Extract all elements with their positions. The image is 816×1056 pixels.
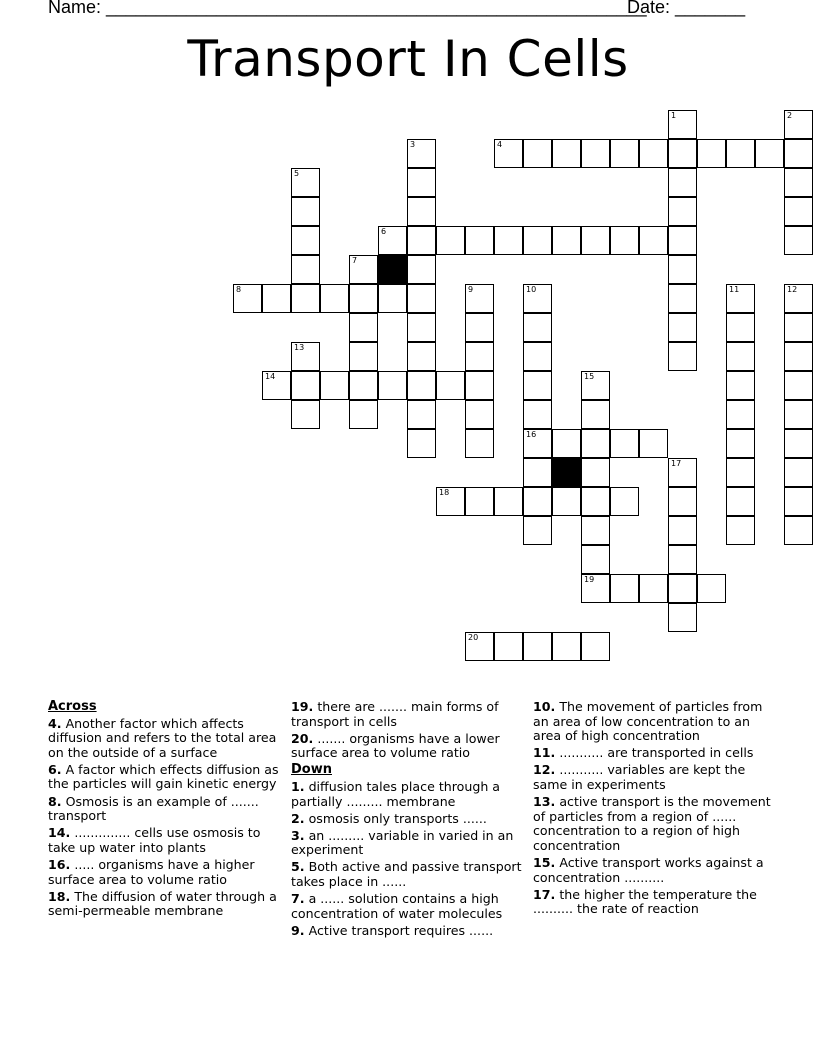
clue-number: 11.	[533, 745, 556, 761]
grid-cell[interactable]	[378, 371, 407, 400]
clue-item	[48, 717, 286, 761]
grid-cell[interactable]	[465, 342, 494, 371]
clue-number: 2	[787, 111, 793, 120]
grid-cell[interactable]	[668, 110, 697, 139]
clue-text: diffusion tales place through a partially ......... membrane	[291, 778, 501, 809]
grid-cell[interactable]	[407, 284, 436, 313]
clue-text: The movement of particles from an area of low concentration to an area of high concentration	[533, 699, 763, 744]
grid-cell[interactable]	[784, 487, 813, 516]
clue-item	[533, 856, 771, 885]
grid-cell[interactable]	[784, 400, 813, 429]
clue-number: 20.	[291, 730, 314, 746]
grid-cell[interactable]	[726, 139, 755, 168]
grid-cell[interactable]	[291, 255, 320, 284]
grid-cell[interactable]	[349, 400, 378, 429]
grid-cell[interactable]	[552, 139, 581, 168]
grid-cell[interactable]	[784, 110, 813, 139]
clue-text: Active transport requires ......	[304, 922, 494, 938]
grid-cell[interactable]	[552, 632, 581, 661]
grid-cell[interactable]	[523, 458, 552, 487]
grid-cell[interactable]	[349, 284, 378, 313]
clue-text: ..... organisms have a higher surface area to volume ratio	[48, 856, 255, 887]
clue-number: 17	[671, 459, 682, 468]
grid-cell[interactable]	[494, 226, 523, 255]
grid-cell[interactable]	[726, 371, 755, 400]
clue-item	[48, 890, 286, 919]
grid-cell[interactable]	[494, 487, 523, 516]
clue-text: .............. cells use osmosis to take up water into plants	[48, 825, 261, 855]
clue-text: Osmosis is an example of ....... transport	[48, 793, 259, 824]
clue-number: 12.	[533, 762, 556, 778]
grid-cell[interactable]	[726, 458, 755, 487]
clue-number: 9.	[291, 922, 305, 938]
clue-number: 19	[584, 575, 595, 584]
grid-cell[interactable]	[668, 168, 697, 197]
black-square	[552, 458, 581, 487]
grid-cell[interactable]	[581, 400, 610, 429]
grid-cell[interactable]	[407, 197, 436, 226]
clue-text: a ...... solution contains a high concentration of water molecules	[291, 891, 503, 921]
date-field-label: Date: _______	[627, 0, 746, 17]
clue-number: 10.	[533, 699, 556, 714]
grid-cell[interactable]	[291, 284, 320, 313]
clue-item	[48, 858, 286, 887]
clues-column-3	[533, 700, 771, 919]
grid-cell[interactable]	[407, 371, 436, 400]
grid-cell[interactable]	[668, 226, 697, 255]
grid-cell[interactable]	[755, 139, 784, 168]
grid-cell[interactable]	[465, 400, 494, 429]
clue-text: ........... are transported in cells	[555, 745, 754, 761]
clue-text: ........... variables are kept the same in experiments	[533, 762, 746, 792]
grid-cell[interactable]	[697, 574, 726, 603]
grid-cell[interactable]	[668, 603, 697, 632]
clue-number: 18.	[48, 888, 71, 904]
grid-cell[interactable]	[233, 284, 262, 313]
grid-cell[interactable]	[523, 487, 552, 516]
grid-cell[interactable]	[349, 371, 378, 400]
clue-number: 6.	[48, 761, 62, 777]
grid-cell[interactable]	[407, 429, 436, 458]
grid-cell[interactable]	[668, 458, 697, 487]
clue-number: 6	[381, 227, 387, 236]
grid-cell[interactable]	[726, 429, 755, 458]
grid-cell[interactable]	[581, 516, 610, 545]
grid-cell[interactable]	[668, 487, 697, 516]
grid-cell[interactable]	[784, 168, 813, 197]
grid-cell[interactable]	[610, 429, 639, 458]
clue-text: Active transport works against a concentration ..........	[533, 854, 764, 885]
grid-cell[interactable]	[639, 429, 668, 458]
clue-item	[48, 795, 286, 824]
clue-text: Another factor which affects diffusion and refers to the total area on the outside of a surface	[48, 715, 277, 760]
grid-cell[interactable]	[291, 226, 320, 255]
grid-cell[interactable]	[668, 255, 697, 284]
grid-cell[interactable]	[610, 139, 639, 168]
grid-cell[interactable]	[291, 168, 320, 197]
grid-cell[interactable]	[610, 487, 639, 516]
grid-cell[interactable]	[581, 371, 610, 400]
grid-cell[interactable]	[726, 342, 755, 371]
clue-number: 11	[729, 285, 740, 294]
clue-item	[48, 826, 286, 855]
grid-cell[interactable]	[523, 371, 552, 400]
clue-item	[291, 700, 529, 729]
grid-cell[interactable]	[581, 545, 610, 574]
grid-cell[interactable]	[378, 226, 407, 255]
grid-cell[interactable]	[552, 487, 581, 516]
grid-cell[interactable]	[523, 139, 552, 168]
grid-cell[interactable]	[465, 226, 494, 255]
grid-cell[interactable]	[407, 255, 436, 284]
grid-cell[interactable]	[407, 313, 436, 342]
grid-cell[interactable]	[523, 226, 552, 255]
across-heading: Across	[48, 699, 97, 714]
clue-item	[291, 924, 529, 939]
grid-cell[interactable]	[494, 632, 523, 661]
grid-cell[interactable]	[291, 371, 320, 400]
grid-cell[interactable]	[349, 255, 378, 284]
grid-cell[interactable]	[581, 574, 610, 603]
grid-cell[interactable]	[668, 574, 697, 603]
grid-cell[interactable]	[465, 632, 494, 661]
clue-number: 2.	[291, 810, 305, 826]
clue-number: 1.	[291, 778, 305, 794]
clue-number: 9	[468, 285, 474, 294]
grid-cell[interactable]	[407, 168, 436, 197]
clue-item	[291, 860, 529, 889]
clue-text: active transport is the movement of particles from a region of ...... concentration to a region of high concentration	[533, 794, 771, 853]
grid-cell[interactable]	[784, 458, 813, 487]
grid-cell[interactable]	[378, 284, 407, 313]
grid-cell[interactable]	[465, 313, 494, 342]
grid-cell[interactable]	[523, 400, 552, 429]
clue-item	[533, 700, 771, 744]
clue-number: 4	[497, 140, 503, 149]
clue-number: 10	[526, 285, 537, 294]
clue-item	[291, 780, 529, 809]
grid-cell[interactable]	[639, 139, 668, 168]
grid-cell[interactable]	[610, 226, 639, 255]
clue-number: 16	[526, 430, 537, 439]
grid-cell[interactable]	[784, 139, 813, 168]
clue-item	[291, 812, 529, 827]
clue-number: 3	[410, 140, 416, 149]
black-square	[378, 255, 407, 284]
grid-cell[interactable]	[784, 313, 813, 342]
clue-number: 8	[236, 285, 242, 294]
grid-cell[interactable]	[523, 632, 552, 661]
clue-number: 13	[294, 343, 305, 352]
name-field-label: Name: ______________________________________________________	[48, 0, 647, 17]
grid-cell[interactable]	[784, 197, 813, 226]
grid-cell[interactable]	[349, 342, 378, 371]
grid-cell[interactable]	[465, 371, 494, 400]
grid-cell[interactable]	[407, 342, 436, 371]
down-heading: Down	[291, 762, 332, 778]
grid-cell[interactable]	[668, 139, 697, 168]
grid-cell[interactable]	[581, 487, 610, 516]
grid-cell[interactable]	[726, 400, 755, 429]
grid-cell[interactable]	[581, 139, 610, 168]
grid-cell[interactable]	[697, 139, 726, 168]
grid-cell[interactable]	[726, 313, 755, 342]
grid-cell[interactable]	[523, 429, 552, 458]
clue-item	[533, 763, 771, 792]
grid-cell[interactable]	[610, 574, 639, 603]
grid-cell[interactable]	[784, 371, 813, 400]
clue-number: 13.	[533, 794, 556, 810]
grid-cell[interactable]	[407, 400, 436, 429]
grid-cell[interactable]	[291, 400, 320, 429]
clue-number: 8.	[48, 793, 62, 809]
grid-cell[interactable]	[639, 226, 668, 255]
clues-column-2	[291, 700, 529, 941]
grid-cell[interactable]	[726, 284, 755, 313]
clues-column-1	[48, 700, 286, 921]
clue-number: 16.	[48, 856, 71, 872]
clue-text: Both active and passive transport takes place in ......	[291, 859, 522, 890]
clue-number: 19.	[291, 699, 314, 714]
grid-cell[interactable]	[581, 632, 610, 661]
grid-cell[interactable]	[320, 284, 349, 313]
clue-number: 15.	[533, 854, 556, 870]
clue-number: 14.	[48, 825, 71, 841]
clue-item	[291, 892, 529, 921]
grid-cell[interactable]	[668, 197, 697, 226]
grid-cell[interactable]	[291, 197, 320, 226]
grid-cell[interactable]	[784, 516, 813, 545]
clue-number: 18	[439, 488, 450, 497]
clue-text: The diffusion of water through a semi-permeable membrane	[48, 888, 277, 919]
clue-item	[291, 829, 529, 858]
clue-text: an ......... variable in varied in an experiment	[291, 827, 514, 858]
grid-cell[interactable]	[668, 516, 697, 545]
grid-cell[interactable]	[523, 342, 552, 371]
grid-cell[interactable]	[523, 313, 552, 342]
clue-number: 5.	[291, 859, 305, 875]
grid-cell[interactable]	[668, 284, 697, 313]
clue-item	[533, 795, 771, 853]
grid-cell[interactable]	[320, 371, 349, 400]
grid-cell[interactable]	[581, 458, 610, 487]
clue-number: 12	[787, 285, 798, 294]
grid-cell[interactable]	[552, 226, 581, 255]
clue-item	[48, 763, 286, 792]
grid-cell[interactable]	[436, 371, 465, 400]
grid-cell[interactable]	[668, 545, 697, 574]
clue-number: 15	[584, 372, 595, 381]
clue-text: A factor which effects diffusion as the particles will gain kinetic energy	[48, 761, 279, 792]
grid-cell[interactable]	[436, 487, 465, 516]
grid-cell[interactable]	[581, 429, 610, 458]
clue-text: there are ....... main forms of transport in cells	[291, 699, 499, 729]
grid-cell[interactable]	[465, 429, 494, 458]
grid-cell[interactable]	[581, 226, 610, 255]
grid-cell[interactable]	[465, 284, 494, 313]
grid-cell[interactable]	[726, 487, 755, 516]
grid-cell[interactable]	[407, 226, 436, 255]
grid-cell[interactable]	[668, 313, 697, 342]
clue-number: 20	[468, 633, 479, 642]
grid-cell[interactable]	[552, 429, 581, 458]
grid-cell[interactable]	[784, 429, 813, 458]
clue-number: 4.	[48, 715, 62, 731]
clue-number: 1	[671, 111, 677, 120]
grid-cell[interactable]	[726, 516, 755, 545]
clue-text: the higher the temperature the .......... the rate of reaction	[533, 886, 757, 917]
clue-item	[533, 746, 771, 761]
clue-number: 3.	[291, 827, 305, 843]
grid-cell[interactable]	[436, 226, 465, 255]
clue-number: 17.	[533, 886, 556, 902]
grid-cell[interactable]	[784, 342, 813, 371]
grid-cell[interactable]	[668, 342, 697, 371]
grid-cell[interactable]	[262, 284, 291, 313]
grid-cell[interactable]	[523, 516, 552, 545]
grid-cell[interactable]	[407, 139, 436, 168]
grid-cell[interactable]	[262, 371, 291, 400]
clue-number: 5	[294, 169, 300, 178]
grid-cell[interactable]	[494, 139, 523, 168]
page-title: Transport In Cells	[187, 30, 629, 88]
clue-text: osmosis only transports ......	[304, 810, 487, 826]
clue-item	[291, 732, 529, 761]
grid-cell[interactable]	[784, 226, 813, 255]
clue-item	[533, 888, 771, 917]
grid-cell[interactable]	[465, 487, 494, 516]
grid-cell[interactable]	[523, 284, 552, 313]
grid-cell[interactable]	[291, 342, 320, 371]
clue-number: 7.	[291, 891, 305, 907]
clue-number: 14	[265, 372, 276, 381]
grid-cell[interactable]	[639, 574, 668, 603]
grid-cell[interactable]	[349, 313, 378, 342]
clue-number: 7	[352, 256, 358, 265]
clue-text: ....... organisms have a lower surface area to volume ratio	[291, 730, 500, 761]
grid-cell[interactable]	[784, 284, 813, 313]
